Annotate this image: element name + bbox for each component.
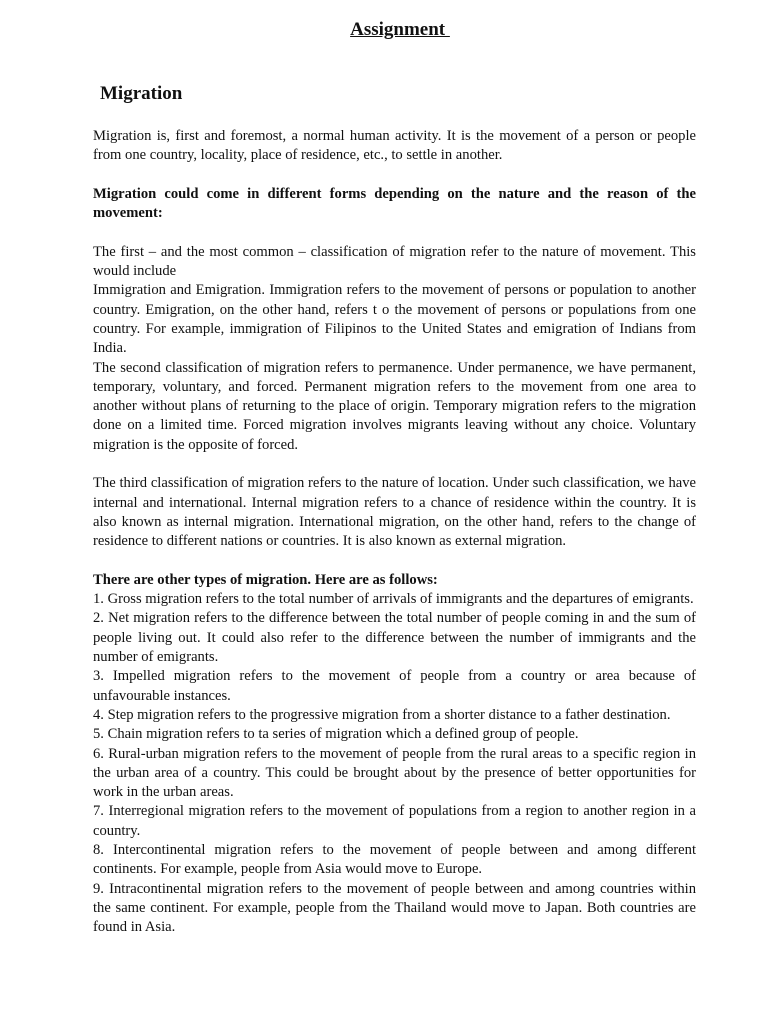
document-body	[93, 127, 696, 937]
list-item: 1. Gross migration refers to the total number of arrivals of immigrants and the departures of emigrants.	[93, 591, 694, 608]
intro-paragraph: Migration is, first and foremost, a normal human activity. It is the movement of a person or people from one country, locality, place of residence, etc., to settle in another.	[93, 128, 696, 164]
paragraph-gap	[93, 166, 696, 185]
paragraph-gap	[93, 455, 696, 474]
paragraph-gap	[93, 552, 696, 571]
list-item: 4. Step migration refers to the progressive migration from a shorter distance to a father destination.	[93, 706, 671, 723]
list-item: 9. Intracontinental migration refers to the movement of people between and among countries within the same continent. For example, people from the Thailand would move to Japan. Both countries are found in Asia.	[93, 880, 696, 936]
second-classification-paragraph: The second classification of migration refers to permanence. Under permanence, we have permanent, temporary, voluntary, and forced. Permanent migration refers to the movement from one area to another without plans of returning to the place of origin. Temporary migration refers to the migration done on a limited time. Forced migration involves migrants leaving without any choice. Voluntary migration is the opposite of forced.	[93, 359, 696, 453]
paragraph-gap	[93, 223, 696, 242]
document-title: Assignment	[350, 19, 450, 40]
list-item: 5. Chain migration refers to ta series of migration which a defined group of people.	[93, 726, 579, 743]
list-item: 3. Impelled migration refers to the movement of people from a country or area because of unfavourable instances.	[93, 668, 696, 704]
other-types-heading: There are other types of migration. Here are as follows:	[93, 571, 438, 588]
third-classification-paragraph: The third classification of migration refers to the nature of location. Under such classification, we have internal and international. Internal migration refers to a chance of residence within the country. It is also known as internal migration. International migration, on the other hand, refers to the change of residence to different nations or countries. It is also known as external migration.	[93, 475, 696, 550]
section-heading: Migration	[100, 83, 183, 104]
first-classification-paragraph: The first – and the most common – classification of migration refer to the nature of movement. This would include	[93, 243, 696, 280]
list-item: 6. Rural-urban migration refers to the movement of people from the rural areas to a specific region in the urban area of a country. This could be brought about by the presence of better opportunities for work in the urban areas.	[93, 745, 696, 801]
first-classification-detail: Immigration and Emigration. Immigration refers to the movement of persons or population to another country. Emigration, on the other hand, refers t o the movement of persons or populations from one country. For example, immigration of Filipinos to the United States and emigration of Indians from India.	[93, 282, 696, 357]
list-item: 7. Interregional migration refers to the movement of populations from a region to another region in a country.	[93, 803, 696, 839]
list-item: 2. Net migration refers to the difference between the total number of people coming in and the sum of people living out. It could also refer to the difference between the number of immigrants and the number of emigrants.	[93, 610, 696, 666]
list-item: 8. Intercontinental migration refers to the movement of people between and among different continents. For example, people from Asia would move to Europe.	[93, 841, 696, 878]
forms-heading: Migration could come in different forms depending on the nature and the reason of the movement:	[93, 185, 696, 222]
